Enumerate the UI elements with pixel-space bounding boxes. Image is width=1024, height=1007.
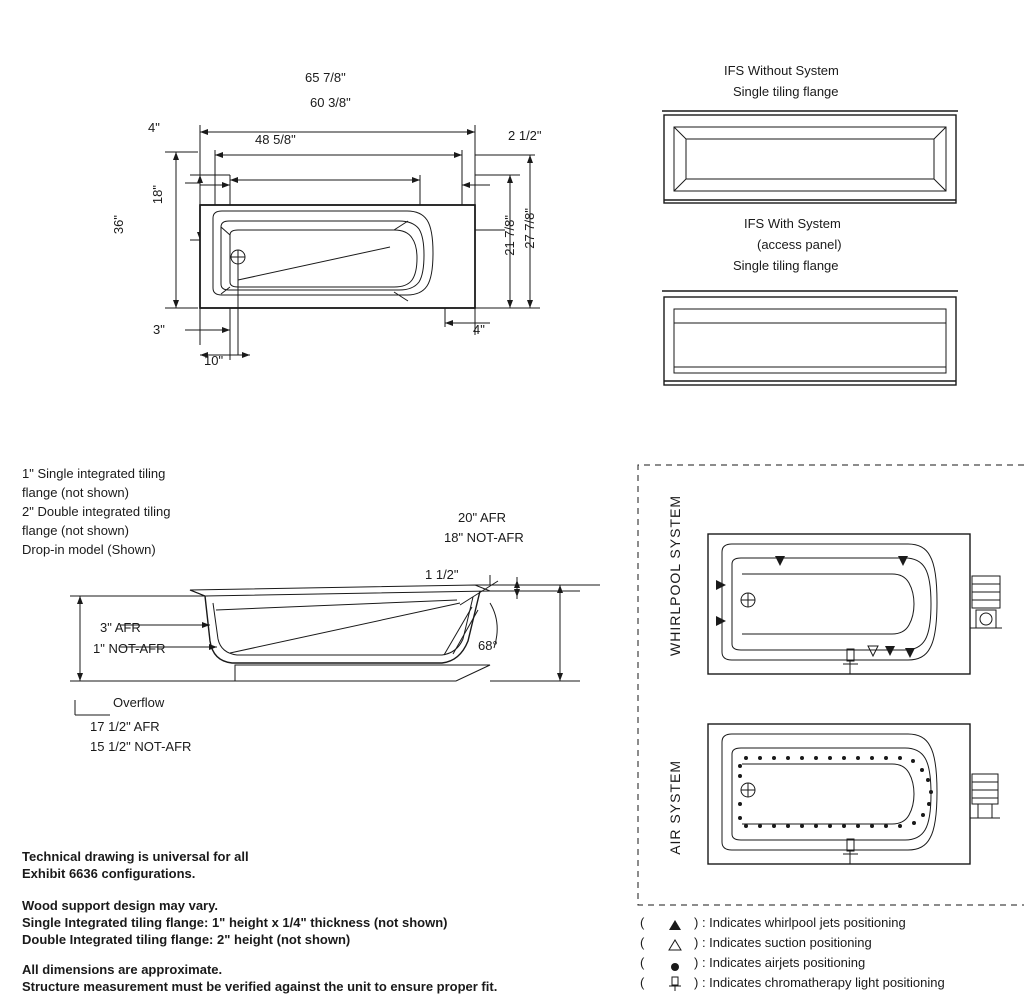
section-note-4: flange (not shown)	[22, 523, 129, 538]
section-note-3: 2" Double integrated tiling	[22, 504, 171, 519]
ifs-without-title-line2: Single tiling flange	[733, 84, 839, 99]
dim-inner-width: 60 3/8"	[310, 95, 351, 110]
triangle-filled-icon	[668, 919, 682, 931]
air-system-label: AIR SYSTEM	[667, 760, 683, 855]
dim-bottom-right: 4"	[473, 322, 485, 337]
disclaimer-line-7: Structure measurement must be verified against the unit to ensure proper fit.	[22, 979, 498, 994]
legend-open-paren-3: (	[640, 955, 645, 970]
dim-basin-depth: 18"	[150, 185, 165, 205]
dim-height-afr: 20" AFR	[458, 510, 506, 525]
legend	[640, 913, 1024, 993]
dim-rim-thickness: 1 1/2"	[425, 567, 459, 582]
ifs-without-title-line1: IFS Without System	[724, 63, 839, 78]
legend-open-paren-4: (	[640, 975, 645, 990]
whirlpool-tub-drawing	[700, 528, 1010, 683]
dim-left-not-afr: 1" NOT-AFR	[93, 641, 166, 656]
ifs-with-title-line3: Single tiling flange	[733, 258, 839, 273]
ifs-with-title-line2: (access panel)	[757, 237, 842, 252]
legend-open-paren-1: (	[640, 915, 645, 930]
lamp-icon	[668, 976, 682, 992]
dim-height-not-afr: 18" NOT-AFR	[444, 530, 524, 545]
section-note-2: flange (not shown)	[22, 485, 129, 500]
dim-angle: 68°	[478, 638, 498, 653]
disclaimer-line-5: Double Integrated tiling flange: 2" height (not shown)	[22, 932, 351, 947]
ifs-with-system-drawing	[660, 285, 960, 395]
legend-text-whirlpool-jets: ) : Indicates whirlpool jets positioning	[694, 915, 906, 930]
disclaimer-line-6: All dimensions are approximate.	[22, 962, 223, 977]
dim-left-offset: 4"	[148, 120, 160, 135]
circle-filled-icon	[669, 961, 681, 973]
disclaimer-line-1: Technical drawing is universal for all	[22, 849, 249, 864]
section-view-drawing	[20, 555, 600, 735]
overflow-label: Overflow	[113, 695, 165, 710]
dim-right-depth-a: 21 7/8"	[502, 215, 517, 256]
disclaimer-line-3: Wood support design may vary.	[22, 898, 218, 913]
legend-open-paren-2: (	[640, 935, 645, 950]
ifs-without-system-drawing	[660, 105, 960, 210]
triangle-open-icon	[668, 939, 682, 951]
overflow-not-afr: 15 1/2" NOT-AFR	[90, 739, 192, 754]
disclaimer-line-2: Exhibit 6636 configurations.	[22, 866, 196, 881]
section-note-1: 1" Single integrated tiling	[22, 466, 166, 481]
dim-overall-depth: 36"	[111, 215, 126, 235]
dim-right-depth-b: 27 7/8"	[522, 208, 537, 249]
dim-drain-offset: 10"	[204, 353, 224, 368]
dim-left-afr: 3" AFR	[100, 620, 141, 635]
overflow-afr: 17 1/2" AFR	[90, 719, 160, 734]
section-note-5: Drop-in model (Shown)	[22, 542, 156, 557]
legend-text-suction: ) : Indicates suction positioning	[694, 935, 872, 950]
dim-basin-width: 48 5/8"	[255, 132, 296, 147]
whirlpool-system-label: WHIRLPOOL SYSTEM	[667, 495, 683, 656]
disclaimer-line-4: Single Integrated tiling flange: 1" height x 1/4" thickness (not shown)	[22, 915, 448, 930]
air-system-tub-drawing	[700, 718, 1010, 873]
ifs-with-title-line1: IFS With System	[744, 216, 841, 231]
legend-text-chromatherapy: ) : Indicates chromatherapy light positioning	[694, 975, 945, 990]
dim-overall-width: 65 7/8"	[305, 70, 346, 85]
legend-text-airjets: ) : Indicates airjets positioning	[694, 955, 866, 970]
dim-right-offset: 2 1/2"	[508, 128, 542, 143]
dim-bottom-left: 3"	[153, 322, 165, 337]
